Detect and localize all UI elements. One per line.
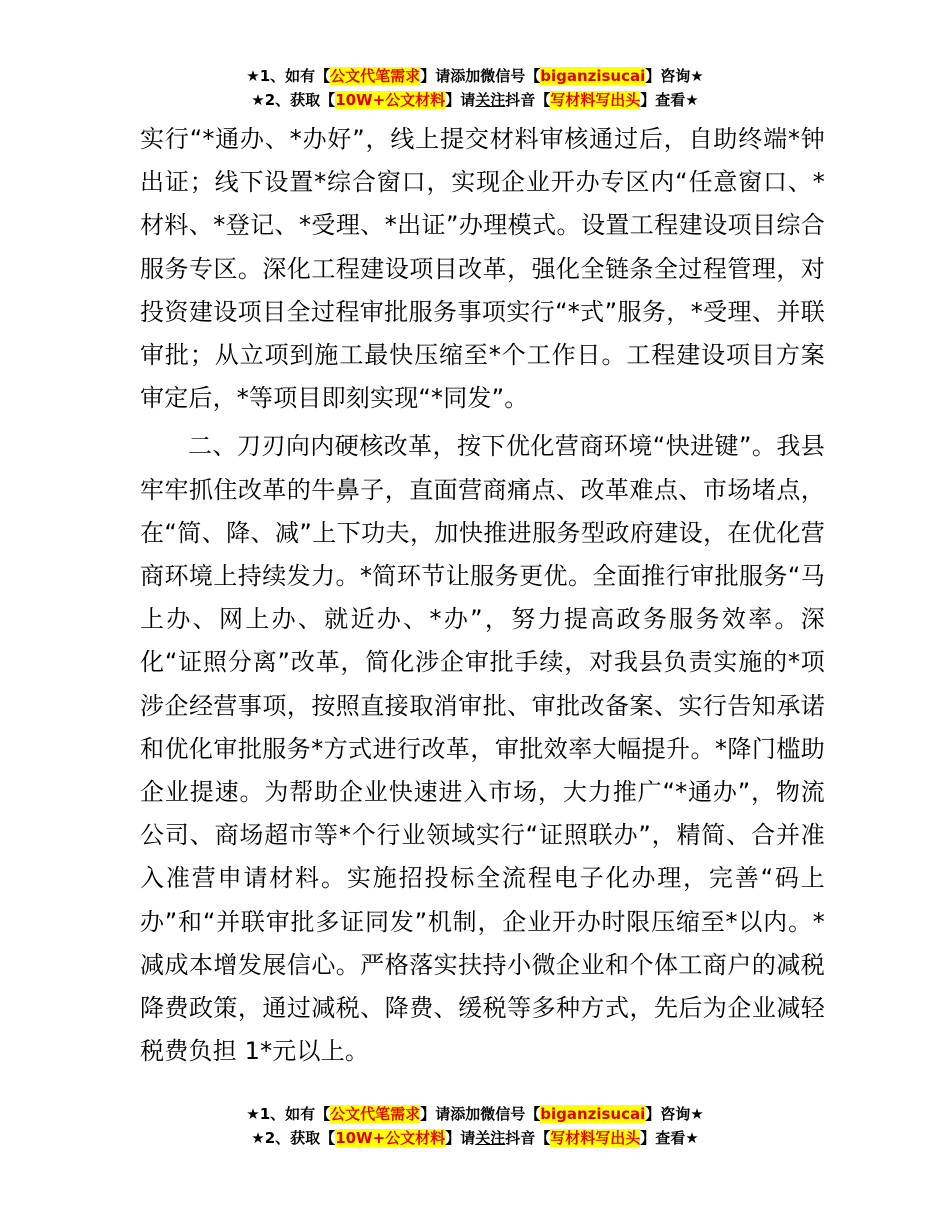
highlight-materials: 10W+公文材料 [335,1129,446,1147]
banner-text: 】咨询★ [645,1105,704,1123]
banner-text: 】请 [445,91,476,109]
paragraph-section-two: 二、刀刃向内硬核改革，按下优化营商环境“快进键”。我县牢牢抓住改革的牛鼻子，直面营商痛点、改革难点、市场堵点，在“简、降、减”上下功夫，加快推进服务型政府建设，在优化营商环境上持续发力。*简环节让服务更优。全面推行审批服务“马上办、网上办、就近办、*办”，努力提高政务服务效率。深化“证照分离”改革，简化涉企审批手续，对我县负责实施的*项涉企经营事项，按照直接取消审批、审批改备案、实行告知承诺和优化审批服务*方式进行改革，审批效率大幅提升。*降门槛助企业提速。为帮助企业快速进入市场，大力推广“*通办”，物流公司、商场超市等*个行业领域实行“证照联办”，精简、合并准入准营申请材料。实施招投标全流程电子化办理，完善“码上办”和“并联审批多证同发”机制，企业开办时限压缩至*以内。*减成本增发展信心。严格落实扶持小微企业和个体工商户的减税降费政策，通过减税、降费、缓税等多种方式，先后为企业减轻税费负担 1*元以上。 [140,432,825,1066]
footer-banner [0,1102,950,1150]
highlight-wechat-id: biganzisucai [540,67,646,85]
highlight-materials: 10W+公文材料 [335,91,446,109]
paragraph-continuation: 实行“*通办、*办好”，线上提交材料审核通过后，自助终端*钟出证；线下设置*综合窗口，实现企业开办专区内“任意窗口、*材料、*登记、*受理、*出证”办理模式。设置工程建设项目综合服务专区。深化工程建设项目改革，强化全链条全过程管理，对投资建设项目全过程审批服务事项实行“*式”服务，*受理、并联审批；从立项到施工最快压缩至*个工作日。工程建设项目方案审定后，*等项目即刻实现“*同发”。 [140,125,825,413]
banner-text: ★2、获取【 [251,1129,336,1147]
banner-text: 抖音【 [505,91,551,109]
header-banner [0,64,950,112]
banner-line-2 [0,88,950,112]
banner-text: ★1、如有【 [246,67,331,85]
banner-text: ★2、获取【 [251,91,336,109]
underlined-follow: 关注 [475,1129,506,1147]
document-body [140,118,825,1073]
highlight-service: 公文代笔需求 [330,67,421,85]
highlight-wechat-id: biganzisucai [540,1105,646,1123]
banner-line-2 [0,1126,950,1150]
highlight-douyin: 写材料写出头 [550,91,641,109]
banner-text: ★1、如有【 [246,1105,331,1123]
banner-text: 】请添加微信号【 [420,67,541,85]
banner-line-1 [0,1102,950,1126]
banner-text: 】查看★ [640,1129,699,1147]
banner-text: 】请添加微信号【 [420,1105,541,1123]
banner-text: 】咨询★ [645,67,704,85]
banner-text: 】查看★ [640,91,699,109]
banner-text: 抖音【 [505,1129,551,1147]
highlight-service: 公文代笔需求 [330,1105,421,1123]
banner-line-1 [0,64,950,88]
underlined-follow: 关注 [475,91,506,109]
highlight-douyin: 写材料写出头 [550,1129,641,1147]
banner-text: 】请 [445,1129,476,1147]
